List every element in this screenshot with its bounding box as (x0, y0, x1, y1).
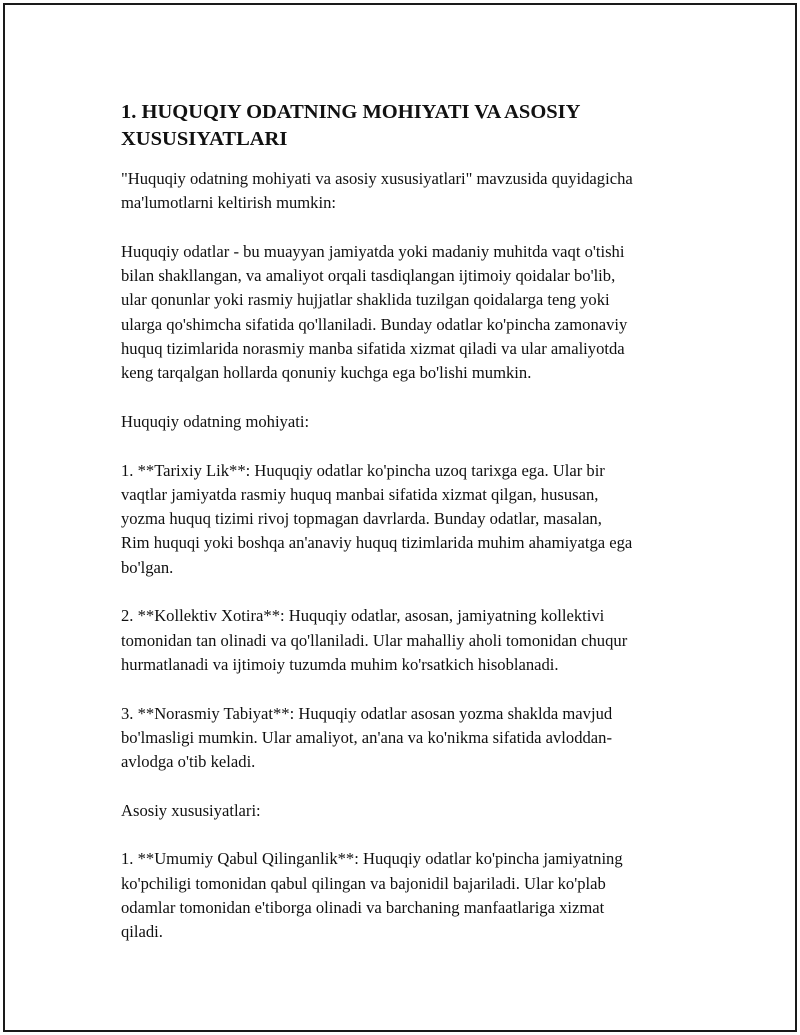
list-item-historical (121, 459, 701, 580)
text-line: tomonidan tan olinadi va qo'llaniladi. Ular mahalliy aholi tomonidan chuqur (121, 630, 628, 650)
text-line: ular qonunlar yoki rasmiy hujjatlar shaklida tuzilgan qoidalarga teng yoki (121, 290, 610, 310)
page-frame (3, 3, 797, 1032)
title-line: 1. HUQUQIY ODATNING MOHIYATI VA ASOSIY (121, 101, 581, 123)
text-line: bo'lmasligi mumkin. Ular amaliyot, an'ana va ko'nikma sifatida avloddan- (121, 727, 612, 747)
text-line: ko'pchiligi tomonidan qabul qilingan va bajonidil bajariladi. Ular ko'plab (121, 873, 606, 893)
intro-paragraph (121, 167, 701, 216)
title-line: XUSUSIYATLARI (121, 128, 288, 150)
document-body (121, 99, 701, 969)
text-line: "Huquqiy odatning mohiyati va asosiy xususiyatlari" mavzusida quyidagicha (121, 169, 633, 188)
text-line: Huquqiy odatning mohiyati: (121, 411, 310, 431)
text-line: bilan shakllangan, va amaliyot orqali tasdiqlangan ijtimoiy qoidalar bo'lib, (121, 266, 616, 286)
text-line: bo'lgan. (121, 557, 174, 577)
text-line: 1. **Tarixiy Lik**: Huquqiy odatlar ko'pincha uzoq tarixga ega. Ular bir (121, 460, 605, 480)
list-item-collective-memory (121, 604, 701, 677)
text-line: 3. **Norasmiy Tabiyat**: Huquqiy odatlar asosan yozma shaklda mavjud (121, 703, 613, 723)
section-heading-essence (121, 410, 701, 434)
text-line: ma'lumotlarni keltirish mumkin: (121, 193, 336, 213)
section-heading-features (121, 799, 701, 823)
text-line: yozma huquq tizimi rivoj topmagan davrlarda. Bunday odatlar, masalan, (121, 509, 602, 529)
text-line: qiladi. (121, 922, 163, 942)
text-line: 1. **Umumiy Qabul Qilinganlik**: Huquqiy odatlar ko'pincha jamiyatning (121, 849, 623, 869)
text-line: ularga qo'shimcha sifatida qo'llaniladi. Bunday odatlar ko'pincha zamonaviy (121, 314, 628, 334)
document-title (121, 99, 701, 153)
text-line: huquq tizimlarida norasmiy manba sifatida xizmat qiladi va ular amaliyotda (121, 339, 625, 359)
text-line: Asosiy xususiyatlari: (121, 800, 261, 820)
text-line: Huquqiy odatlar - bu muayyan jamiyatda yoki madaniy muhitda vaqt o'tishi (121, 241, 625, 261)
text-line: vaqtlar jamiyatda rasmiy huquq manbai sifatida xizmat qilgan, hususan, (121, 484, 599, 504)
text-line: hurmatlanadi va ijtimoiy tuzumda muhim ko'rsatkich hisoblanadi. (121, 654, 559, 674)
text-line: 2. **Kollektiv Xotira**: Huquqiy odatlar, asosan, jamiyatning kollektivi (121, 606, 605, 626)
text-line: avlodga o'tib keladi. (121, 752, 256, 772)
definition-paragraph (121, 240, 701, 386)
text-line: odamlar tomonidan e'tiborga olinadi va barchaning manfaatlariga xizmat (121, 897, 605, 917)
text-line: keng tarqalgan hollarda qonuniy kuchga ega bo'lishi mumkin. (121, 363, 532, 383)
list-item-general-acceptance (121, 847, 701, 944)
text-line: Rim huquqi yoki boshqa an'anaviy huquq tizimlarida muhim ahamiyatga ega (121, 533, 633, 553)
list-item-informal-nature (121, 702, 701, 775)
